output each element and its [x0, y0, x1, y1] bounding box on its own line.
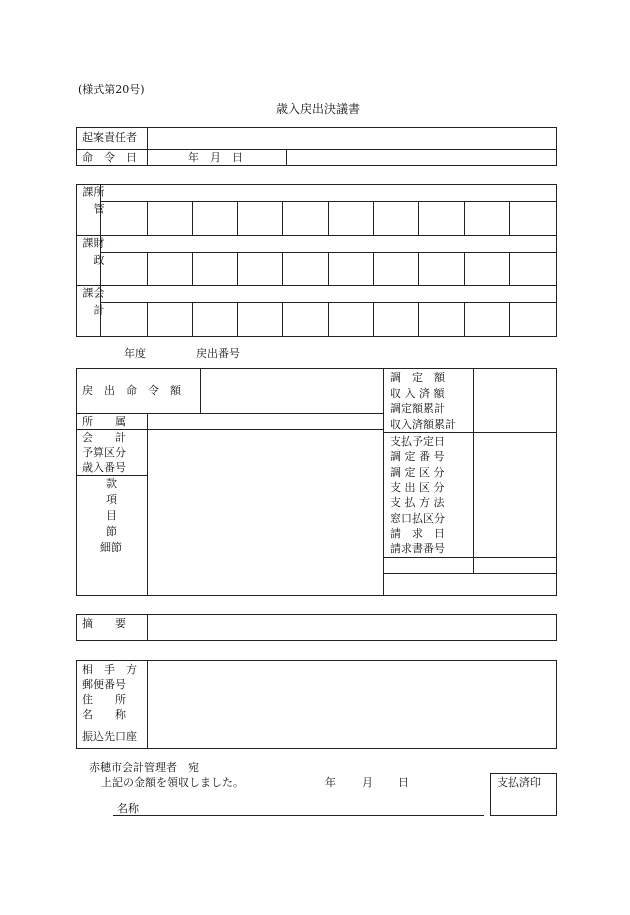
- stamp-grid-line: [509, 201, 510, 235]
- zaisei-label: 財政課: [81, 237, 105, 271]
- receipt-year: 年: [325, 776, 336, 789]
- kaikei-label: 会計課: [81, 287, 105, 321]
- right-top-label: 調 定 額: [390, 371, 445, 384]
- stamp-grid-line: [373, 201, 374, 235]
- right-mid-label: 請 求 日: [390, 526, 445, 540]
- stamp-grid-line: [464, 252, 465, 285]
- stamp-grid-line: [464, 302, 465, 337]
- name-underline: [113, 815, 484, 816]
- meirei-date: 年 月 日: [188, 151, 243, 164]
- right-mid-label: 調 定 番 号: [390, 450, 445, 464]
- sainyu-no-label: 歳入番号: [82, 461, 126, 474]
- yosan-label: 予算区分: [82, 446, 126, 459]
- receipt-day: 日: [398, 776, 409, 789]
- party-field[interactable]: [148, 661, 556, 748]
- stamp-grid-line: [282, 302, 283, 337]
- reissue-number-label: 戻出番号: [196, 347, 240, 360]
- kian-label: 起案責任者: [82, 131, 137, 144]
- stamp-grid-line: [418, 302, 419, 337]
- stamp-grid-line: [192, 302, 193, 337]
- right-top-label: 収入済額累計: [390, 417, 456, 431]
- stamp-grid-line: [192, 252, 193, 285]
- stamp-grid-line: [509, 252, 510, 285]
- stamp-grid-line: [373, 252, 374, 285]
- party-label: 名 称: [82, 708, 126, 721]
- stamp-grid-line: [418, 201, 419, 235]
- budget-item: 節: [106, 525, 117, 538]
- right-top-label: 収 入 済 額: [390, 386, 445, 400]
- stamp-grid-line: [282, 252, 283, 285]
- stamp-grid-line: [509, 302, 510, 337]
- right-mid-label: 請求書番号: [390, 542, 445, 556]
- stamp-grid-line: [328, 252, 329, 285]
- right-mid-label: 支払予定日: [390, 435, 445, 448]
- tekiyo-field[interactable]: [148, 615, 556, 640]
- kian-field[interactable]: [148, 128, 556, 148]
- stamp-grid-line: [282, 201, 283, 235]
- name-label: 名称: [117, 802, 139, 815]
- bank-label: 振込先口座: [82, 730, 137, 743]
- tekiyo-label: 摘 要: [82, 617, 126, 630]
- approval-table: [76, 184, 557, 337]
- party-label: 住 所: [82, 693, 126, 706]
- stamp-grid-line: [328, 201, 329, 235]
- right-top-label: 調定額累計: [390, 402, 445, 415]
- right-mid-label: 支 出 区 分: [390, 480, 445, 494]
- stamp-grid-line: [147, 302, 148, 337]
- meirei-field[interactable]: [287, 150, 556, 165]
- stamp-grid-line: [237, 201, 238, 235]
- budget-item: 項: [106, 493, 117, 506]
- stamp-grid-line: [464, 201, 465, 235]
- stamp-grid-line: [237, 252, 238, 285]
- shozoku-label: 所 属: [82, 415, 126, 428]
- right-mid-label: 窓口払区分: [390, 511, 445, 525]
- stamp-grid-line: [373, 302, 374, 337]
- party-label: 相 手 方: [82, 663, 137, 676]
- stamp-grid-line: [147, 252, 148, 285]
- right-mid-label: 支 払 方 法: [390, 496, 445, 510]
- right-mid-label: 調 定 区 分: [390, 465, 445, 479]
- stamp-grid-line: [328, 302, 329, 337]
- budget-item: 目: [106, 509, 117, 522]
- stamp-grid-line: [147, 201, 148, 235]
- shokan-label: 所管課: [81, 186, 105, 220]
- stamp-grid-line: [237, 302, 238, 337]
- meirei-label: 命 令 日: [82, 151, 137, 164]
- form-number: (様式第20号): [78, 83, 145, 96]
- page-title: 歳入戻出決議書: [276, 102, 361, 116]
- amount-field[interactable]: [201, 369, 382, 412]
- budget-item: 細節: [100, 541, 122, 554]
- stamp-grid-line: [192, 201, 193, 235]
- budget-item: 款: [106, 477, 117, 490]
- paid-stamp-label: 支払済印: [497, 776, 541, 789]
- receipt-text: 上記の金額を領収しました。: [101, 776, 244, 789]
- party-label: 郵便番号: [82, 678, 126, 691]
- receipt-month: 月: [362, 776, 373, 789]
- name-field[interactable]: [145, 799, 483, 814]
- kaikei-label-main: 会 計: [82, 431, 126, 444]
- amount-label: 戻 出 命 令 額: [82, 384, 181, 397]
- stamp-grid-line: [418, 252, 419, 285]
- nendo-label: 年度: [124, 347, 146, 360]
- addressee: 赤穂市会計管理者 宛: [89, 761, 199, 774]
